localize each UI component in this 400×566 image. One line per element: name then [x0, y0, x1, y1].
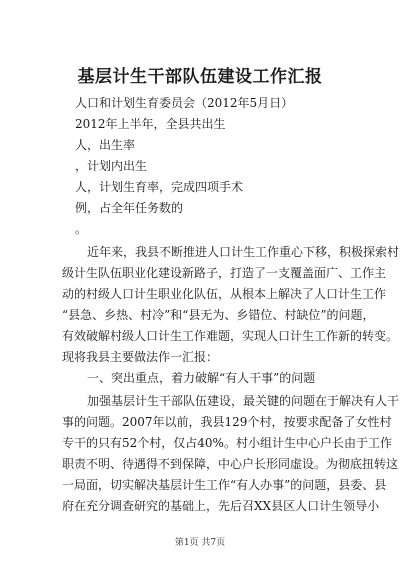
paragraph-line: 职责不明、待遇得不到保障，中心户长形同虚设。为彻底扭转这: [62, 457, 399, 471]
page-footer: 第1页 共7页: [174, 538, 226, 548]
paragraph-line: 动的村级人口计生职业化队伍，从根本上解决了人口计生工作: [62, 287, 387, 301]
paragraph-line: 一局面，切实解决基层计生工作“有人办事”的问题，县委、县: [62, 478, 387, 492]
paragraph-line: 有效破解村级人口计生工作难题，实现人口计生工作新的转变。: [62, 329, 399, 343]
paragraph-line: 级计生队伍职业化建设新路子，打造了一支覆盖面广、工作主: [62, 266, 387, 280]
header-line: 2012年上半年，全县共出生: [75, 117, 226, 131]
paragraph-line: 近年来，我县不断推进人口计生工作重心下移，积极探索村: [87, 245, 400, 259]
header-line: 。: [75, 222, 88, 236]
paragraph-line: 府在充分调查研究的基础上，先后召XX县区人口计生领导小: [62, 499, 380, 513]
paragraph-line: 专干的只有52个村，仅占40%。村小组计生中心户长由于工作: [62, 436, 392, 450]
paragraph-line: “县急、乡热、村冷”和“县无为、乡错位、村缺位”的问题，: [62, 308, 375, 322]
document-title: 基层计生干部队伍建设工作汇报: [77, 67, 323, 87]
header-line: 人，计划生育率，完成四项手术: [75, 180, 244, 194]
section-heading: 一、突出重点，着力破解“有人干事”的问题: [87, 371, 316, 385]
paragraph-line: 加强基层计生干部队伍建设，最关键的问题在于解决有人干: [87, 394, 400, 408]
header-line: 人口和计划生育委员会（2012年5月日）: [75, 96, 294, 110]
paragraph-line: 事的问题。2007年以前，我县129个村，按要求配备了女性村: [62, 415, 392, 429]
header-line: ，计划内出生: [75, 159, 148, 173]
paragraph-line: 现将我县主要做法作一汇报：: [62, 350, 219, 364]
header-line: 例，占全年任务数的: [75, 201, 184, 215]
header-line: 人，出生率: [75, 138, 136, 152]
